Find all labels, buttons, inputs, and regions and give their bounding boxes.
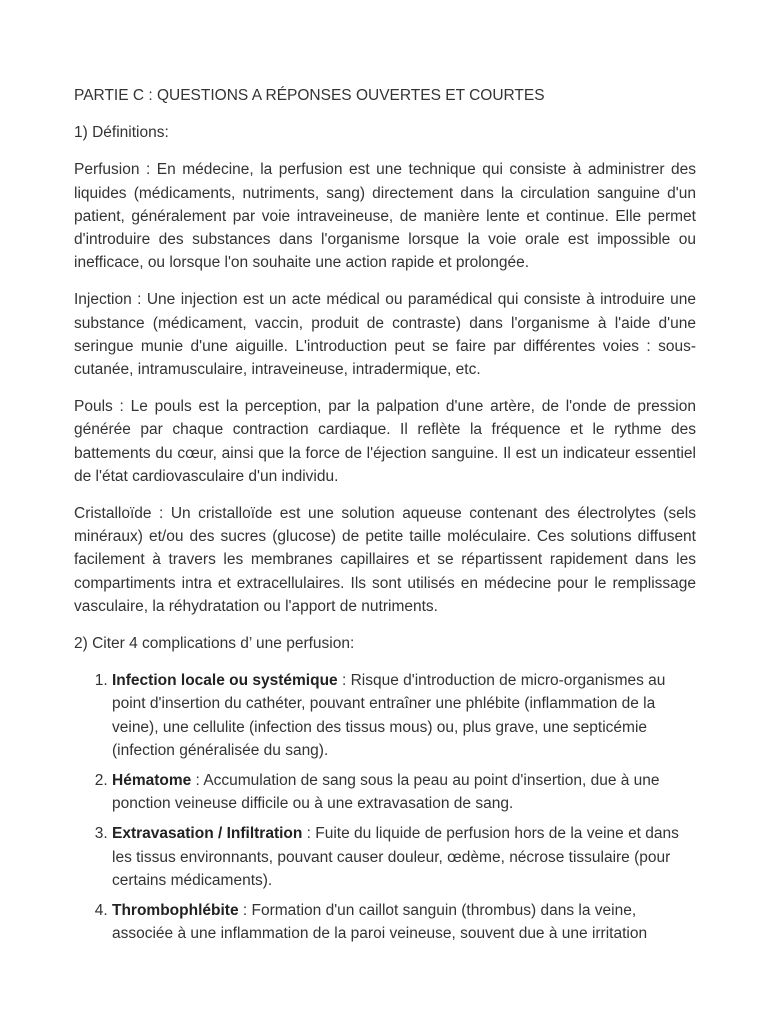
definition-cristalloide: Cristalloïde : Un cristalloïde est une solution aqueuse contenant des électrolytes (sels minéraux) et/ou des sucres (glucose) de petite taille moléculaire. Ces solutions diffusent facilement à travers les membranes capillaires et se répartissent rapidement dans les compartiments intra et extracellulaires. Ils sont utilisés en médecine pour le remplissage vasculaire, la réhydratation ou l'apport de nutriments. (74, 505, 696, 615)
list-item (112, 899, 696, 945)
definition-perfusion: Perfusion : En médecine, la perfusion est une technique qui consiste à administrer des liquides (médicaments, nutriments, sang) directement dans la circulation sanguine d'un patient, généralement par voie intraveineuse, de manière lente et continue. Elle permet d'introduire des substances dans l'organisme lorsque la voie orale est impossible ou inefficace, ou lorsque l'on souhaite une action rapide et prolongée. (74, 161, 696, 272)
section-title: PARTIE C : QUESTIONS A RÉPONSES OUVERTES ET COURTES (74, 87, 545, 104)
list-item (112, 769, 696, 815)
list-item (112, 822, 696, 892)
complications-list (74, 669, 696, 945)
complication-term: Thrombophlébite (112, 902, 239, 920)
complication-text: : Fuite du liquide de perfusion hors de la veine et dans les tissus environnants, pouvant causer douleur, œdème, nécrose tissulaire (pour certains médicaments). (112, 825, 679, 889)
definitions-heading: 1) Définitions: (74, 124, 169, 142)
complication-term: Hématome (112, 772, 192, 790)
complication-text: : Accumulation de sang sous la peau au point d'insertion, due à une ponction veineuse difficile ou à une extravasation de sang. (112, 772, 660, 813)
definition-pouls: Pouls : Le pouls est la perception, par la palpation d'une artère, de l'onde de pression générée par chaque contraction cardiaque. Il reflète la fréquence et le rythme des battements du cœur, ainsi que la force de l'éjection sanguine. Il est un indicateur essentiel de l'état cardiovasculaire d'un individu. (74, 398, 696, 485)
complications-heading: 2) Citer 4 complications d’ une perfusion: (74, 635, 355, 653)
complication-term: Extravasation / Infiltration (112, 825, 303, 843)
list-item (112, 669, 696, 762)
complication-text: : Risque d'introduction de micro-organismes au point d'insertion du cathéter, pouvant entraîner une phlébite (inflammation de la veine), une cellulite (infection des tissus mous) ou, plus grave, une septicémie (infection généralisée du sang). (112, 672, 666, 759)
complication-term: Infection locale ou systémique (112, 672, 338, 690)
definition-injection: Injection : Une injection est un acte médical ou paramédical qui consiste à introduire une substance (médicament, vaccin, produit de contraste) dans l'organisme à l'aide d'une seringue munie d'une aiguille. L'introduction peut se faire par différentes voies : sous-cutanée, intramusculaire, intraveineuse, intradermique, etc. (74, 291, 696, 379)
document-page (74, 84, 696, 953)
complication-text: : Formation d'un caillot sanguin (thrombus) dans la veine, associée à une inflammation de la paroi veineuse, souvent due à une irritation (112, 902, 648, 943)
